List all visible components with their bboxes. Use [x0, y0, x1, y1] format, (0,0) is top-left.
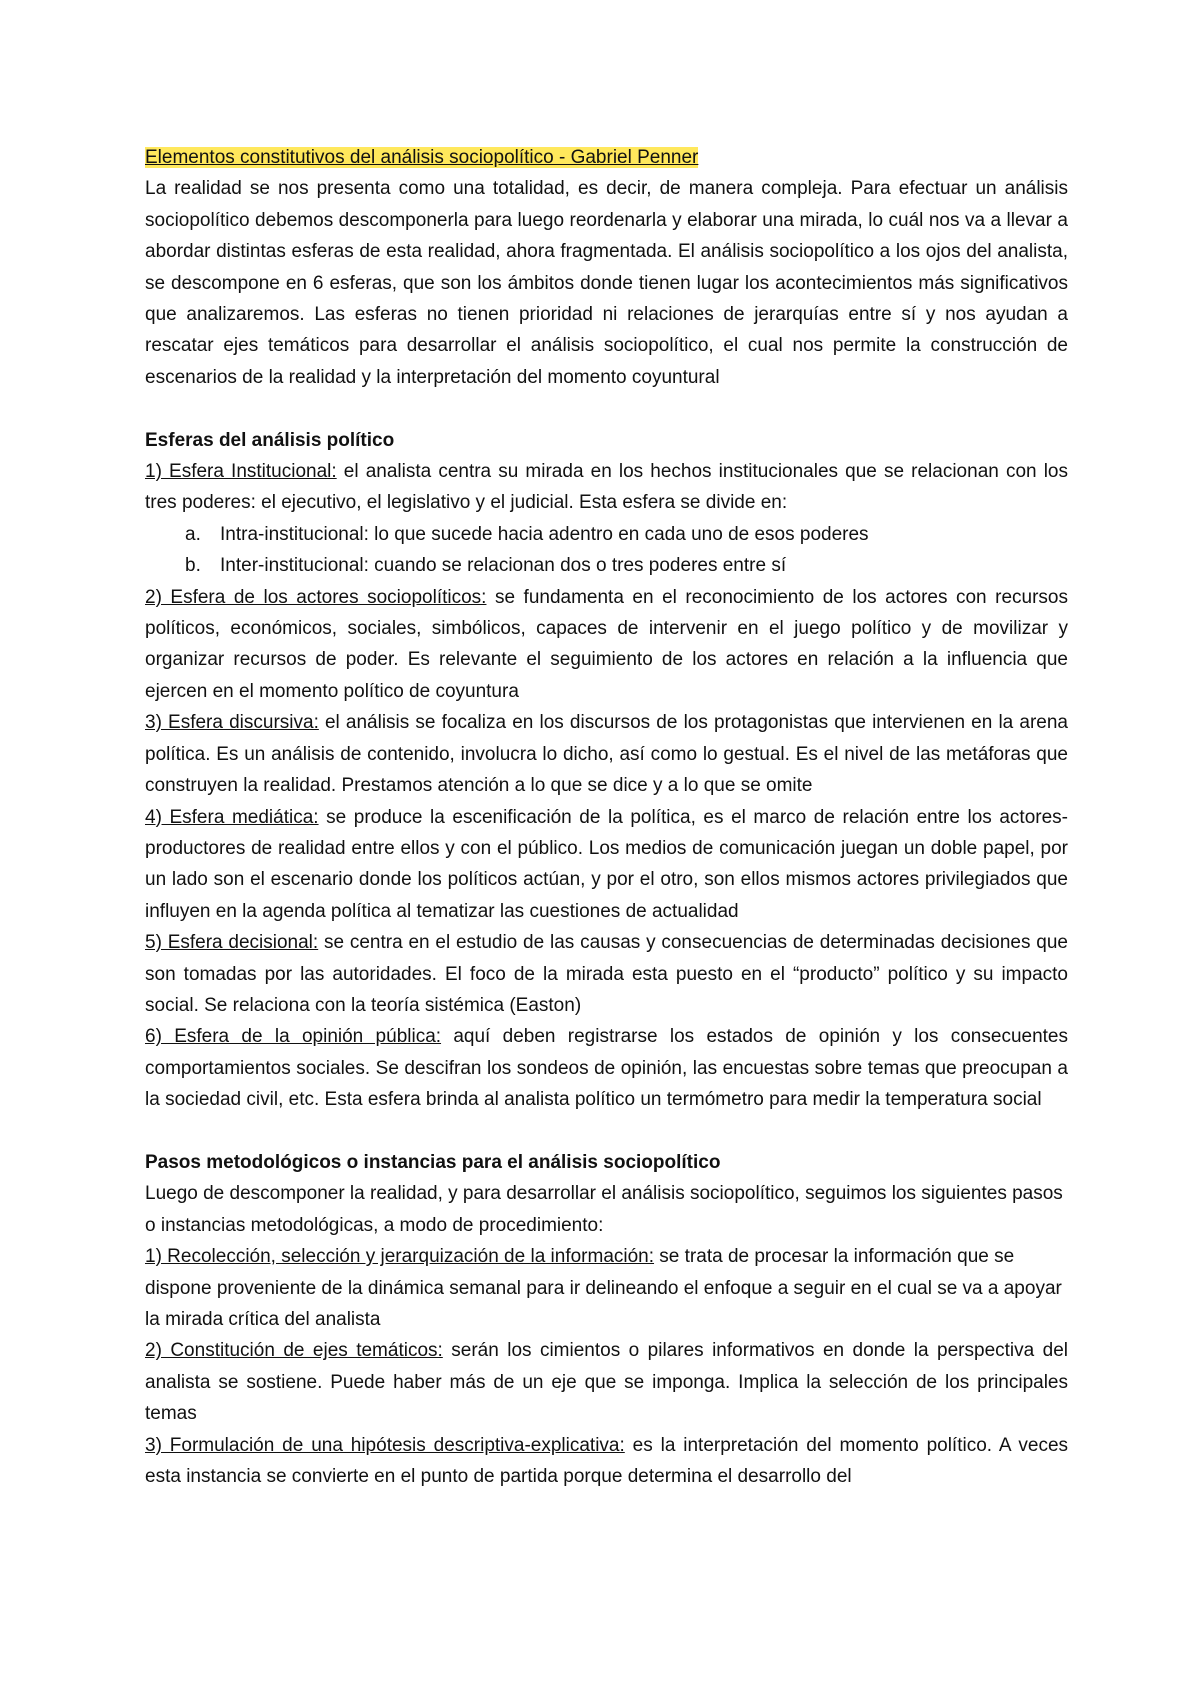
spacer [145, 1116, 1068, 1147]
intro-paragraph: La realidad se nos presenta como una totalidad, es decir, de manera compleja. Para efectuar un análisis sociopolítico debemos descomponerla para luego reordenarla y elaborar una mirada, lo cuál nos va a llevar a abordar distintas esferas de esta realidad, ahora fragmentada. El análisis sociopolítico a los ojos del analista, se descompone en 6 esferas, que son los ámbitos donde tienen lugar los acontecimientos más significativos que analizaremos. Las esferas no tienen prioridad ni relaciones de jerarquías entre sí y nos ayudan a rescatar ejes temáticos para desarrollar el análisis sociopolítico, el cual nos permite la construcción de escenarios de la realidad y la interpretación del momento coyuntural [145, 178, 1068, 388]
esfera-label: 2) Esfera de los actores sociopolíticos: [145, 586, 487, 608]
document-title: Elementos constitutivos del análisis sociopolítico - Gabriel Penner [145, 147, 699, 168]
esfera-label: 3) Esfera discursiva: [145, 712, 319, 734]
paso-item-3 [145, 1430, 1068, 1493]
paso-item-2 [145, 1335, 1068, 1429]
esfera-item-3 [145, 707, 1068, 801]
esfera-label: 6) Esfera de la opinión pública: [145, 1026, 442, 1048]
paso-label: 1) Recolección, selección y jerarquización de la información: [145, 1246, 655, 1268]
esfera-text: se centra en el estudio de las causas y consecuencias de determinadas decisiones que son tomadas por las autoridades. El foco de la mirada esta puesto en el “producto” político y su impacto social. Se relaciona con la teoría sistémica (Easton) [145, 932, 1068, 1016]
section-heading-esferas: Esferas del análisis político [145, 429, 395, 451]
esfera-item-4 [145, 802, 1068, 928]
subitem-marker: a. [185, 523, 201, 545]
esfera-subitems [145, 519, 1068, 582]
subitem-marker: b. [185, 555, 201, 577]
subitem [185, 550, 1068, 581]
esfera-label: 4) Esfera mediática: [145, 806, 319, 828]
paso-text: es la interpretación del momento político. A veces esta instancia se convierte en el punto de partida porque determina el desarrollo del [145, 1434, 1069, 1488]
paso-text: serán los cimientos o pilares informativos en donde la perspectiva del analista se sostiene. Puede haber más de un eje que se imponga. Implica la selección de los principales temas [145, 1340, 1068, 1425]
paso-text: se trata de procesar la información que se dispone proveniente de la dinámica semanal para ir delineando el enfoque a seguir en el cual se va a apoyar la mirada crítica del analista [145, 1246, 1062, 1330]
esfera-text: aquí deben registrarse los estados de opinión y los consecuentes comportamientos sociales. Se descifran los sondeos de opinión, las encuestas sobre temas que preocupan a la sociedad civil, etc. Esta esfera brinda al analista político un termómetro para medir la temperatura social [145, 1026, 1068, 1111]
subitem [185, 519, 1068, 550]
esfera-label: 5) Esfera decisional: [145, 932, 319, 954]
esfera-text: el análisis se focaliza en los discursos de los protagonistas que intervienen en la arena política. Es un análisis de contenido, involucra lo dicho, así como lo gestual. Es el nivel de las metáforas que construyen la realidad. Prestamos atención a lo que se dice y a lo que se omite [145, 712, 1068, 797]
esfera-text: el analista centra su mirada en los hechos institucionales que se relacionan con los tres poderes: el ejecutivo, el legislativo y el judicial. Esta esfera se divide en: [145, 461, 1068, 514]
paso-label: 3) Formulación de una hipótesis descriptiva-explicativa: [145, 1434, 625, 1456]
spacer [145, 393, 1068, 424]
esfera-item-1 [145, 456, 1068, 519]
paso-label: 2) Constitución de ejes temáticos: [145, 1340, 443, 1362]
document-title-line [145, 142, 1068, 173]
esfera-text: se produce la escenificación de la política, es el marco de relación entre los actores-productores de realidad entre ellos y con el público. Los medios de comunicación juegan un doble papel, por un lado son el escenario donde los políticos actúan, y por el otro, son ellos mismos actores privilegiados que influyen en la agenda política al tematizar las cuestiones de actualidad [145, 806, 1068, 922]
paso-item-1 [145, 1241, 1068, 1335]
esfera-item-6 [145, 1021, 1068, 1115]
subitem-text: Inter-institucional: cuando se relacionan dos o tres poderes entre sí [220, 555, 787, 577]
esfera-label: 1) Esfera Institucional: [145, 461, 337, 483]
esfera-text: se fundamenta en el reconocimiento de los actores con recursos políticos, económicos, sociales, simbólicos, capaces de intervenir en el juego político y de movilizar y organizar recursos de poder. Es relevante el seguimiento de los actores en relación a la influencia que ejercen en el momento político de coyuntura [145, 586, 1068, 702]
esfera-item-5 [145, 927, 1068, 1021]
subitem-text: Intra-institucional: lo que sucede hacia adentro en cada uno de esos poderes [220, 523, 869, 545]
pasos-intro: Luego de descomponer la realidad, y para desarrollar el análisis sociopolítico, seguimos los siguientes pasos o instancias metodológicas, a modo de procedimiento: [145, 1183, 1063, 1236]
section-heading-pasos: Pasos metodológicos o instancias para el análisis sociopolítico [145, 1151, 721, 1173]
esfera-item-2 [145, 582, 1068, 708]
